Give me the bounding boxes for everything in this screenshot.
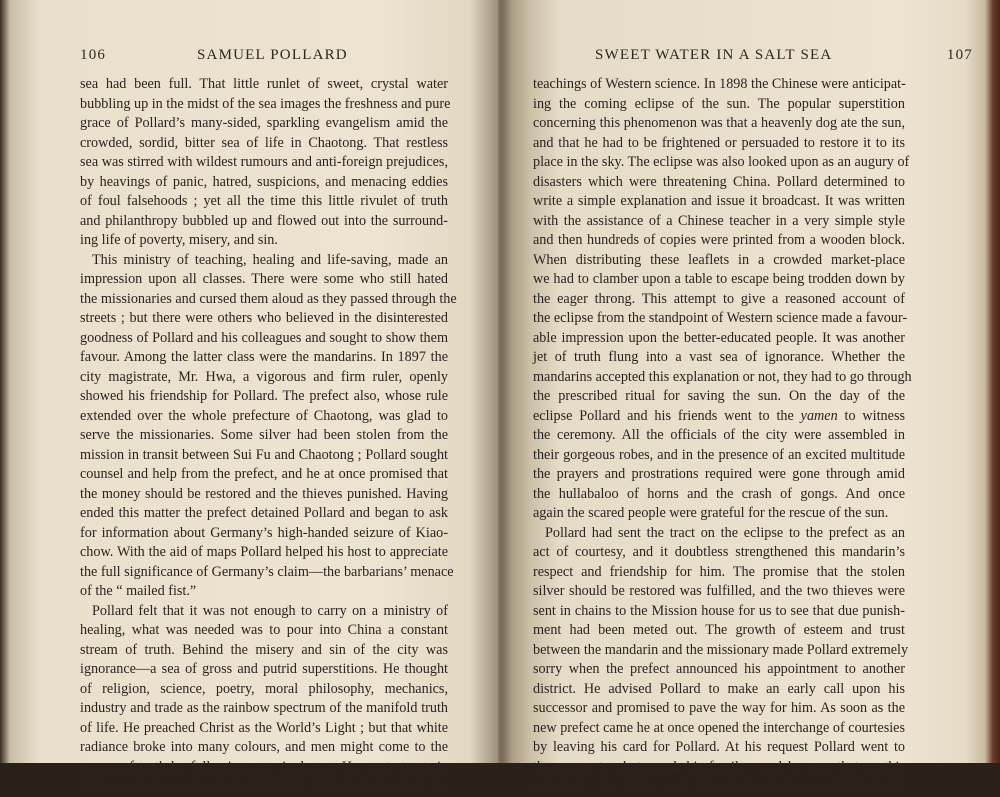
left_page-text-line: ended this matter the prefect detained Pollard and began to ask: [80, 505, 448, 521]
left_page-text-line: counsel and help from the prefect, and he at once promised that: [80, 466, 448, 482]
right_page-text-line: the eclipse from the standpoint of Western science made a favour-: [533, 310, 908, 326]
left_page-text-line: industry and trade as the rainbow spectrum of the manifold truth: [80, 700, 448, 716]
left_page-text-line: of life. He preached Christ as the World’s Light ; but that white: [80, 719, 448, 736]
left_page-text-line: favour. Among the latter class were the mandarins. In 1897 the: [80, 349, 448, 365]
left-running-head: SAMUEL POLLARD: [197, 47, 348, 63]
right_page-text-line: the hullabaloo of horns and the crash of gongs. And once: [533, 485, 905, 502]
right-page-body: [533, 75, 912, 797]
right-page-header: [595, 47, 973, 69]
right_page-text-line: jet of truth flung into a vast sea of ignorance. Whether the: [533, 349, 905, 365]
left_page-text-line: ignorance—a sea of gross and putrid superstitions. He thought: [80, 661, 448, 677]
left-page: [0, 0, 500, 794]
left_page-text-line: of the “ mailed fist.”: [80, 583, 197, 599]
left_page-text-line: sea was stirred with wildest rumours and anti-foreign prejudices,: [80, 154, 448, 170]
left_page-text-line: radiance broke into many colours, and men might come to the: [80, 739, 448, 755]
right_page-text-line: Pollard had sent the tract on the eclipse to the prefect as an: [545, 524, 905, 541]
left_page-text-line: of religion, science, poetry, moral philosophy, mechanics,: [80, 680, 448, 697]
left_page-text-line: bubbling up in the midst of the sea images the freshness and pure: [80, 95, 451, 112]
left_page-text-line: by heavings of panic, hatred, suspicions, and menacing eddies: [80, 173, 448, 190]
right_page-text-line: disasters which were threatening China. Pollard determined to: [533, 173, 905, 190]
left_page-text-line: and philanthropy bubbled up and flowed out into the surround-: [80, 212, 448, 229]
right_page-text-line: the ceremony. All the officials of the city were assembled in: [533, 427, 905, 443]
right_page-text-line: with the assistance of a Chinese teacher in a very simple style: [533, 212, 905, 229]
left_page-text-line: grace of Pollard’s many-sided, sparkling evangelism amid the: [80, 115, 448, 131]
left-page-number: 106: [80, 47, 107, 63]
right_page-text-line: the eager throng. This attempt to give a reasoned account of: [533, 290, 905, 307]
right_page-text-line: by leaving his card for Pollard. At his request Pollard went to: [533, 739, 905, 755]
right_page-text-line: district. He advised Pollard to make an early call upon his: [533, 680, 905, 697]
left_page-text-line: impression upon all classes. There were some who still hated: [80, 271, 448, 287]
left_page-text-line: source of truth by following any single ray. He wrote tracts in: [80, 758, 448, 775]
right_page-text-line: between the mandarin and the missionary made Pollard extremely: [533, 641, 909, 658]
right_page-text-line: again the scared people were grateful for the rescue of the sun.: [533, 505, 889, 521]
left_page-text-line: city magistrate, Mr. Hwa, a vigorous and firm ruler, openly: [80, 368, 448, 385]
left_page-text-line: crowded, sordid, bitter sea of life in Chaotong. That restless: [80, 134, 448, 151]
right_page-text-line: write a simple explanation and issue it broadcast. It was written: [533, 193, 905, 209]
left_page-text-line: healing, what was needed was to pour into China a constant: [80, 622, 448, 638]
right_page-text-line: ment had been meted out. The growth of esteem and trust: [533, 622, 905, 638]
right_page-text-line: and that he had to be frightened or persuaded to restore it to its: [533, 134, 905, 151]
right-running-head: SWEET WATER IN A SALT SEA: [595, 47, 833, 63]
right_page-text-line: we had to clamber upon a table to escape being trodden down by: [533, 271, 905, 287]
left_page-text-line: showed his friendship for Pollard. The prefect also, whose rule: [80, 388, 448, 404]
left_page-text-line: Pollard felt that it was not enough to carry on a ministry of: [92, 602, 448, 619]
left_page-text-line: the full significance of Germany’s claim—the barbarians’ menace: [80, 563, 454, 580]
left_page-text-line: ing life of poverty, misery, and sin.: [80, 232, 278, 248]
left_page-text-line: streets ; but there were others who believed in the disinterested: [80, 310, 448, 326]
right_page-text-line: occasion “ the ladies were dressed up in gorgeous fashion and: [533, 778, 905, 794]
right_page-text-line: ing the coming eclipse of the sun. The popular superstition: [533, 95, 905, 112]
left_page-text-line: for information about Germany’s high-handed seizure of Kiao-: [80, 524, 448, 541]
left_page-text-line: goodness of Pollard and his colleagues and sought to show them: [80, 329, 448, 346]
right_page-text-line: respect and friendship for him. The promise that the stolen: [533, 563, 905, 580]
left_page-text-line: mission in transit between Sui Fu and Chaotong ; Pollard sought: [80, 446, 448, 463]
right_page-text-line: eclipse Pollard and his friends went to the yamen to witness: [533, 407, 905, 424]
right_page-text-line: act of courtesy, and it doubtless strengthened this mandarin’s: [533, 544, 905, 560]
left_page-text-line: serve the missionaries. Some silver had been stolen from the: [80, 427, 448, 443]
right_page-text-line: teachings of Western science. In 1898 the Chinese were anticipat-: [533, 76, 906, 92]
right_page-text-line: concerning this phenomenon was that a heavenly dog ate the sun,: [533, 115, 905, 131]
right-page: [500, 0, 1000, 794]
right_page-text-line: new prefect came he at once opened the interchange of courtesies: [533, 719, 905, 736]
left-page-header: [80, 47, 475, 69]
right_page-text-line: the prescribed ritual for saving the sun. On the day of the: [533, 388, 905, 404]
right_page-text-line: successor and promised to pave the way for him. As soon as the: [533, 700, 905, 716]
left_page-text-line: the money should be restored and the thieves punished. Having: [80, 485, 448, 502]
right_page-text-line: When distributing these leaflets in a crowded market-place: [533, 251, 905, 268]
left_page-text-line: Chinese upon aspects of the Christian faith and also upon the: [80, 778, 448, 794]
left_page-text-line: This ministry of teaching, healing and life-saving, made an: [92, 251, 448, 268]
left_page-text-line: chow. With the aid of maps Pollard helped his host to appreciate: [80, 544, 448, 560]
right_page-text-line: sent in chains to the Mission house for us to see that due punish-: [533, 602, 905, 619]
right_page-text-line: place in the sky. The eclipse was also looked upon as an augury of: [533, 154, 910, 170]
left_page-text-line: sea had been full. That little runlet of sweet, crystal water: [80, 76, 448, 92]
left-page-body: [80, 75, 457, 797]
right_page-text-line: able impression upon the better-educated people. It was another: [533, 329, 905, 346]
right_page-text-line: their gorgeous robes, and in the presence of an excited multitude: [533, 446, 905, 463]
right_page-text-line: mandarins accepted this explanation or not, they had to go through: [533, 368, 912, 385]
right_page-text-line: silver should be restored was fulfilled, and the two thieves were: [533, 583, 905, 599]
left_page-text-line: the missionaries and cursed them aloud as they passed through the: [80, 290, 457, 307]
left_page-text-line: stream of truth. Behind the misery and sin of the city was: [80, 641, 448, 658]
right_page-text-line: sorry when the prefect announced his appointment to another: [533, 661, 905, 677]
right_page-text-line: the prayers and prostrations required were gone through amid: [533, 466, 905, 482]
right_page-text-line: and then hundreds of copies were printed from a wooden block.: [533, 232, 905, 248]
right-page-number: 107: [946, 47, 973, 63]
left_page-text-line: of foul falsehoods ; yet all the time this little rivulet of truth: [80, 193, 448, 209]
left_page-text-line: extended over the whole prefecture of Chaotong, was glad to: [80, 407, 448, 424]
right_page-text-line: the yamen to photograph his family ; and he says that on this: [533, 758, 905, 775]
